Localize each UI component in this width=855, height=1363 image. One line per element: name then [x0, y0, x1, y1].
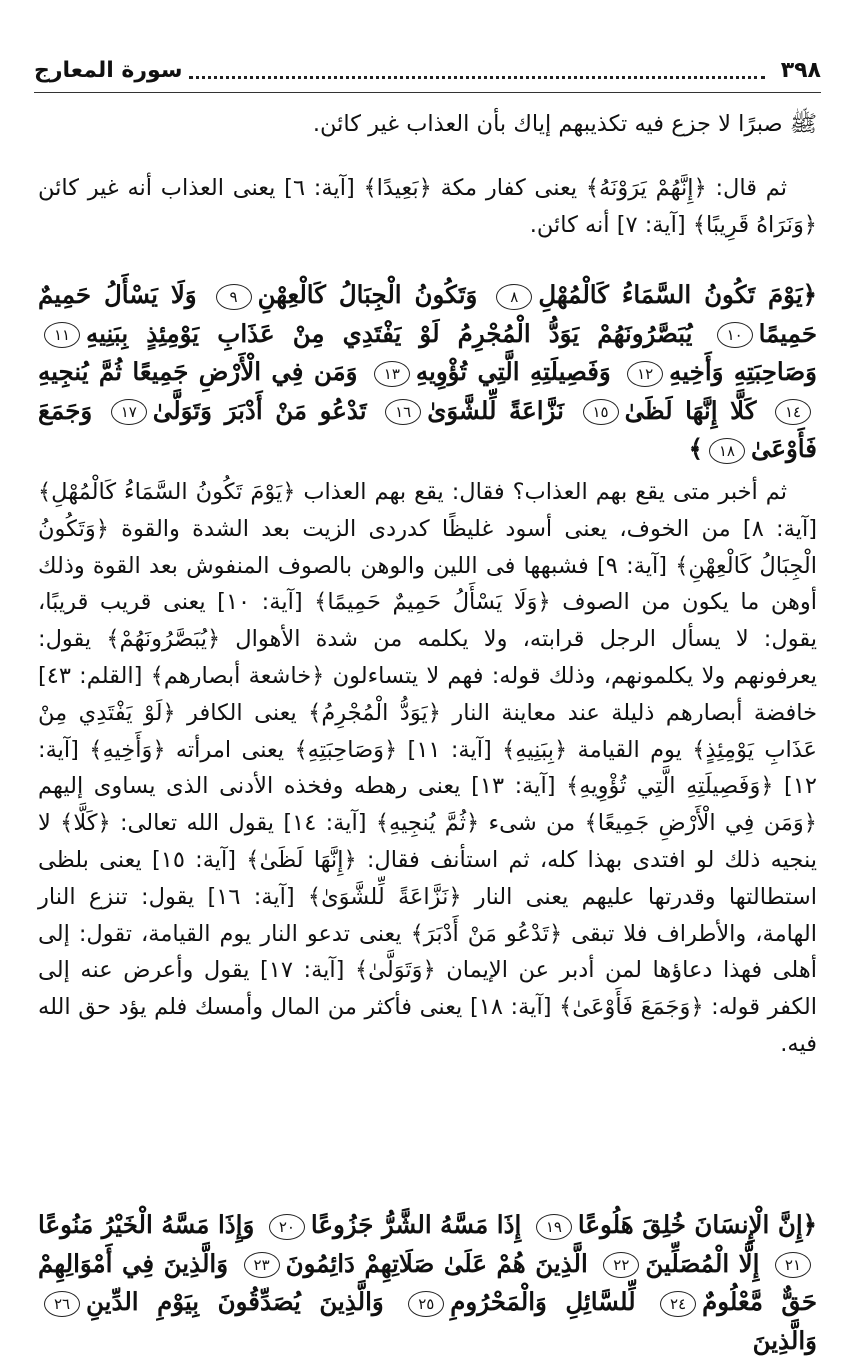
verse-number-13: ١٣: [374, 361, 410, 387]
page-number: ٣٩٨: [780, 57, 821, 83]
commentary-block-3: [38, 474, 817, 1063]
verse-27-start: وَالَّذِينَ: [752, 1325, 817, 1355]
page-header: [34, 50, 821, 90]
verse-22: إِلَّا الْمُصَلِّينَ: [645, 1248, 760, 1278]
verse-number-9: ٩: [216, 284, 252, 310]
verse-number-16: ١٦: [385, 399, 421, 425]
commentary-paragraph-3: ثم أخبر متى يقع بهم العذاب؟ فقال: يقع بهم العذاب ﴿يَوْمَ تَكُونُ السَّمَاءُ كَالْمُهْلِ﴾ [آية: ٨] من الخوف، يعنى أسود غليظًا كدردى الزيت بعد الشدة والقوة ﴿وَتَكُونُ الْجِبَالُ كَالْعِهْنِ﴾ [آية: ٩] فشبهها فى اللين والوهن بالصوف المنفوش بعد القوة وذلك أوهن ما يكون من الصوف ﴿وَلَا يَسْأَلُ حَمِيمٌ حَمِيمًا﴾ [آية: ١٠] يعنى قريب قريبًا، يقول: لا يسأل الرجل قرابته، ولا يكلمه من شدة الأهوال ﴿يُبَصَّرُونَهُمْ﴾ يقول: يعرفونهم ولا يكلمونهم، وذلك قوله: فهم لا يتساءلون ﴿خاشعة أبصارهم﴾ [القلم: ٤٣] خافضة أبصارهم ذليلة عند معاينة النار ﴿يَوَدُّ الْمُجْرِمُ﴾ يعنى الكافر ﴿لَوْ يَفْتَدِي مِنْ عَذَابِ يَوْمِئِذٍ﴾ يوم القيامة ﴿بِبَنِيهِ﴾ [آية: ١١] ﴿وَصَاحِبَتِهِ﴾ يعنى امرأته ﴿وَأَخِيهِ﴾ [آية: ١٢] ﴿وَفَصِيلَتِهِ الَّتِي تُؤْوِيهِ﴾ [آية: ١٣] يعنى رهطه وفخذه الأدنى الذى يساوى إليهم ﴿وَمَن فِي الْأَرْضِ جَمِيعًا﴾ من شىء ﴿ثُمَّ يُنجِيهِ﴾ [آية: ١٤] يقول الله تعالى: ﴿كَلَّا﴾ لا ينجيه ذلك لو افتدى بهذا كله، ثم استأنف فقال: ﴿إِنَّهَا لَظَىٰ﴾ [آية: ١٥] يعنى بلظى استطالتها وقدرتها عليهم يعنى النار ﴿نَزَّاعَةً لِّلشَّوَىٰ﴾ [آية: ١٦] يقول: تنزع النار الهامة، والأطراف فلا تبقى ﴿تَدْعُو مَنْ أَدْبَرَ﴾ يعنى تدعو النار يوم القيامة، تقول: إلى أهلى فهذا دعاؤها لمن أدبر عن الإيمان ﴿وَتَوَلَّىٰ﴾ [آية: ١٧] يقول وأعرض عنه إلى الكفر قوله: ﴿وَجَمَعَ فَأَوْعَىٰ﴾ [آية: ١٨] يعنى فأكثر من المال وأمسك فلم يؤد حق الله فيه.: [38, 479, 817, 1057]
verse-23: الَّذِينَ هُمْ عَلَىٰ صَلَاتِهِمْ دَائِمُونَ: [285, 1248, 588, 1278]
header-rule: [34, 92, 821, 93]
verse-25: لِّلسَّائِلِ وَالْمَحْرُومِ: [450, 1287, 636, 1316]
verse-number-19: ١٩: [536, 1214, 572, 1240]
verse-18: وَجَمَعَ فَأَوْعَىٰ: [38, 395, 817, 463]
verse-number-12: ١٢: [627, 361, 663, 387]
verse-9: وَتَكُونُ الْجِبَالُ كَالْعِهْنِ: [257, 280, 478, 309]
header-dotted-leader: [189, 62, 765, 79]
verse-13: وَفَصِيلَتِهِ الَّتِي تُؤْوِيهِ: [415, 357, 611, 386]
surah-title: سورة المعارج: [34, 57, 183, 83]
verse-21: وَإِذَا مَسَّهُ الْخَيْرُ مَنُوعًا: [38, 1210, 255, 1239]
quran-verses-8-18: [38, 276, 817, 469]
verse-open-bracket: ﴿: [802, 280, 817, 309]
verse-24: وَالَّذِينَ فِي أَمْوَالِهِمْ حَقٌّ مَّعْلُومٌ: [38, 1248, 818, 1316]
verse-number-17: ١٧: [111, 399, 147, 425]
verse-close-bracket: ﴾: [688, 434, 703, 463]
verse-11: يُبَصَّرُونَهُمْ يَوَدُّ الْمُجْرِمُ لَوْ يَفْتَدِي مِنْ عَذَابِ يَوْمِئِذٍ بِبَنِيهِ: [86, 318, 693, 348]
verse-16: نَزَّاعَةً لِّلشَّوَىٰ: [427, 395, 564, 425]
verse-number-20: ٢٠: [269, 1214, 305, 1240]
quran-verses-19-26: [38, 1206, 817, 1360]
verse-19: إِنَّ الْإِنسَانَ خُلِقَ هَلُوعًا: [577, 1210, 803, 1239]
verse-number-8: ٨: [496, 284, 532, 310]
verse-number-26: ٢٦: [44, 1291, 80, 1317]
verse-number-10: ١٠: [717, 322, 753, 348]
commentary-continuation: [38, 106, 817, 143]
commentary-paragraph-2: ثم قال: ﴿إِنَّهُمْ يَرَوْنَهُ﴾ يعنى كفار مكة ﴿بَعِيدًا﴾ [آية: ٦] يعنى العذاب أنه غير كائن ﴿وَنَرَاهُ قَرِيبًا﴾ [آية: ٧] أنه كائن.: [38, 175, 817, 238]
verse-26: وَالَّذِينَ يُصَدِّقُونَ بِيَوْمِ الدِّينِ: [86, 1287, 384, 1316]
verse-number-21: ٢١: [775, 1252, 811, 1278]
verse-number-25: ٢٥: [408, 1291, 444, 1317]
verse-number-22: ٢٢: [603, 1252, 639, 1278]
verse-14: وَمَن فِي الْأَرْضِ جَمِيعًا ثُمَّ يُنجِيهِ: [38, 357, 358, 386]
verse-number-23: ٢٣: [244, 1252, 280, 1278]
verse-number-11: ١١: [44, 322, 80, 348]
verse-open-bracket-2: ﴿: [802, 1210, 818, 1239]
verse-number-15: ١٥: [583, 399, 619, 425]
verse-8: يَوْمَ تَكُونُ السَّمَاءُ كَالْمُهْلِ: [538, 280, 803, 309]
commentary-block-2: [38, 170, 817, 244]
verse-10: وَلَا يَسْأَلُ حَمِيمٌ حَمِيمًا: [38, 280, 817, 348]
verse-number-14: ١٤: [775, 399, 811, 425]
verse-20: إِذَا مَسَّهُ الشَّرُّ جَزُوعًا: [310, 1210, 522, 1239]
verse-12: وَصَاحِبَتِهِ وَأَخِيهِ: [669, 357, 817, 386]
verse-number-18: ١٨: [709, 438, 745, 464]
verse-number-24: ٢٤: [660, 1291, 696, 1317]
verse-15: كَلَّا إِنَّهَا لَظَىٰ: [624, 395, 757, 425]
commentary-paragraph-1: ﷺ صبرًا لا جزع فيه تكذيبهم إياك بأن العذاب غير كائن.: [312, 111, 817, 137]
verse-17: تَدْعُو مَنْ أَدْبَرَ وَتَوَلَّىٰ: [152, 395, 367, 425]
